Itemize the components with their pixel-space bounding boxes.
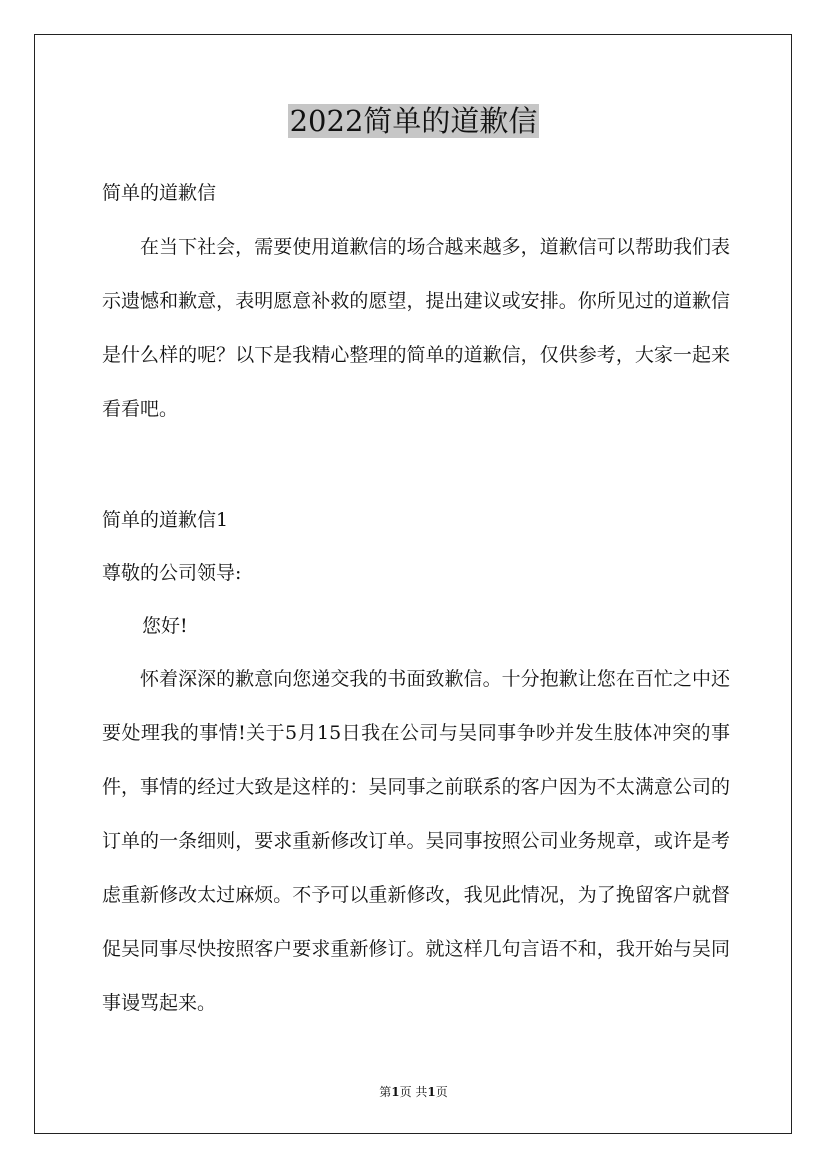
document-title xyxy=(0,100,827,142)
footer-prefix: 第 xyxy=(379,1085,392,1099)
salutation: 尊敬的公司领导: xyxy=(102,562,242,584)
greeting: 您好! xyxy=(142,615,188,637)
letter-body-paragraph: 怀着深深的歉意向您递交我的书面致歉信。十分抱歉让您在百忙之中还要处理我的事情!关于5月15日我在公司与吴同事争吵并发生肢体冲突的事件，事情的经过大致是这样的：吴同事之前联系的客户因为不太满意公司的订单的一条细则，要求重新修改订单。吴同事按照公司业务规章，或许是考虑重新修改太过麻烦。不予可以重新修改，我见此情况，为了挽留客户就督促吴同事尽快按照客户要求重新修订。就这样几句言语不和，我开始与吴同事谩骂起来。 xyxy=(102,668,730,1014)
footer-total-pages: 1 xyxy=(427,1085,436,1099)
footer-suffix: 页 xyxy=(435,1085,448,1099)
document-title-text: 2022简单的道歉信 xyxy=(289,104,538,138)
footer-mid: 页 共 xyxy=(399,1085,428,1099)
letter-heading: 简单的道歉信1 xyxy=(102,509,229,531)
document-subtitle: 简单的道歉信 xyxy=(102,182,217,204)
footer-page-number: 1 xyxy=(391,1085,400,1099)
page-footer xyxy=(0,1083,827,1101)
intro-paragraph: 在当下社会，需要使用道歉信的场合越来越多，道歉信可以帮助我们表示遗憾和歉意，表明愿意补救的愿望，提出建议或安排。你所见过的道歉信是什么样的呢？以下是我精心整理的简单的道歉信，仅供参考，大家一起来看看吧。 xyxy=(102,236,730,420)
